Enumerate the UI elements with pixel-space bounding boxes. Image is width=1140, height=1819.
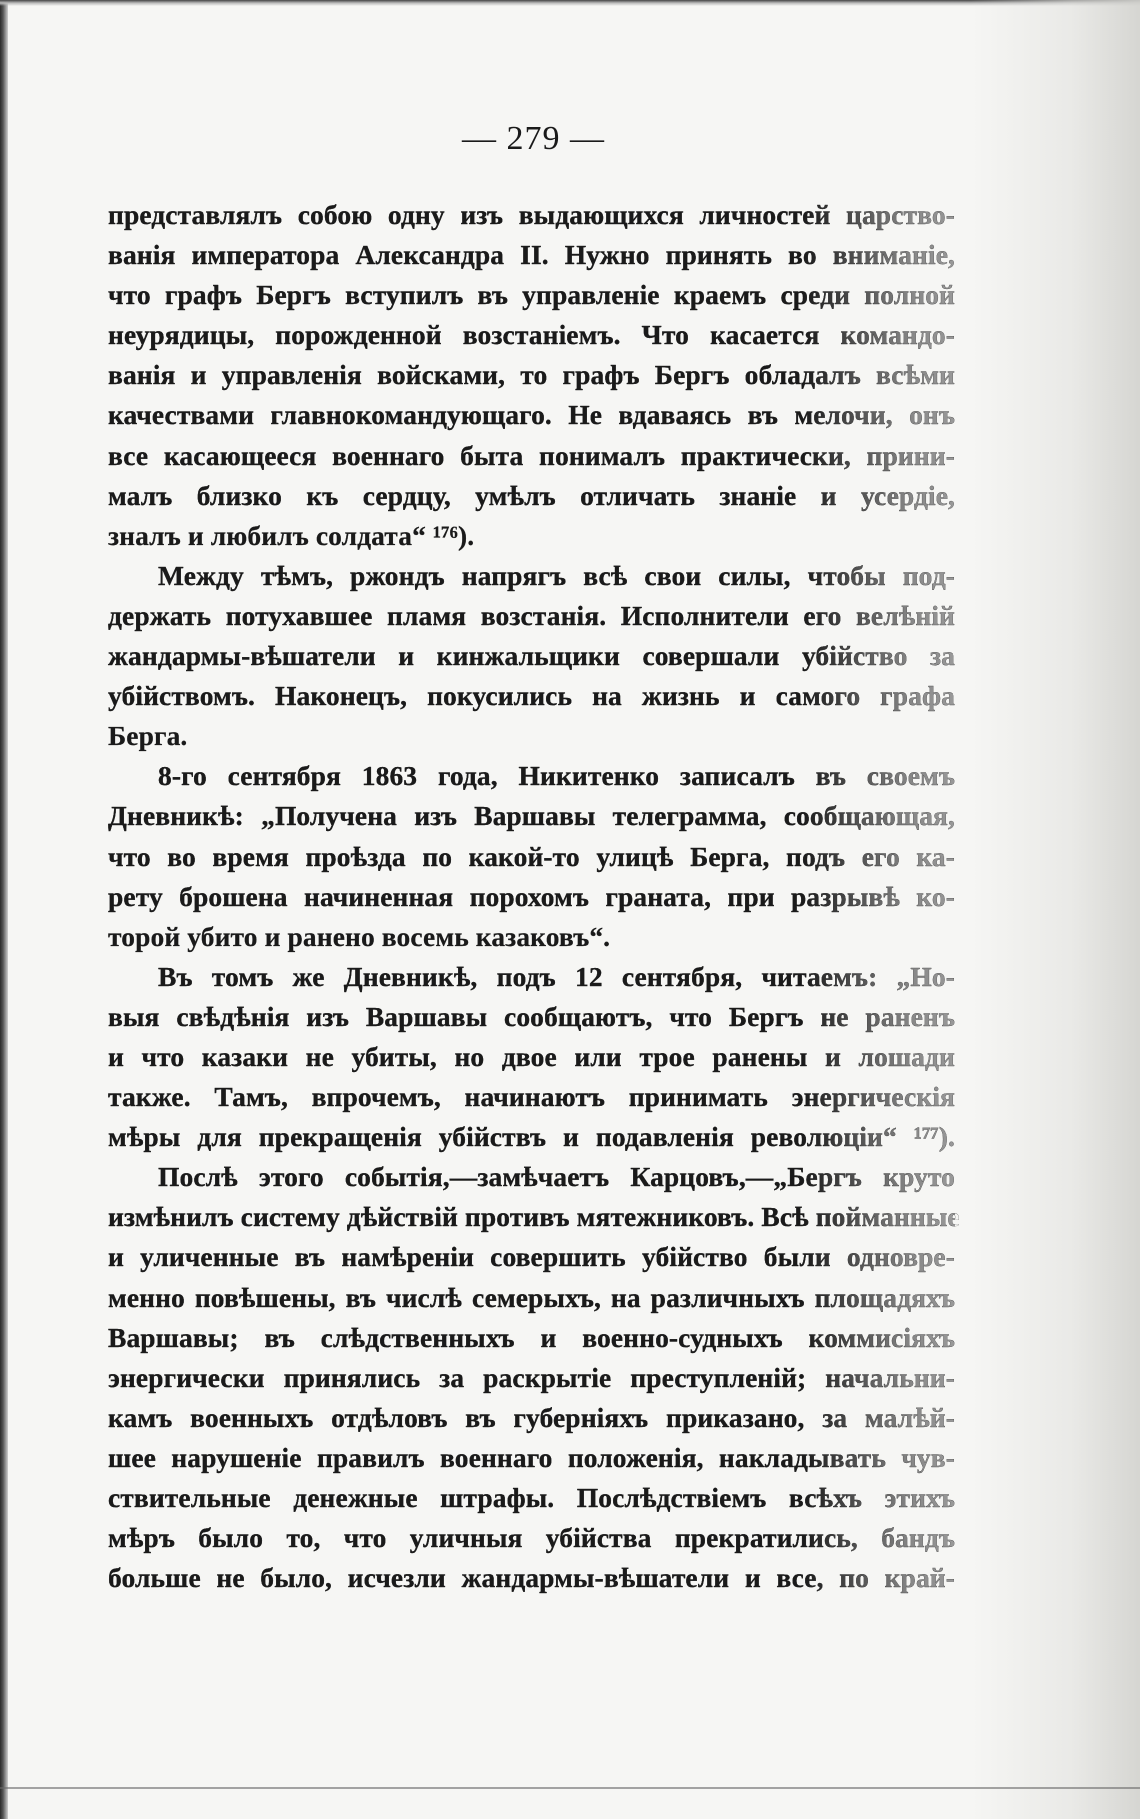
text-line: качествами главнокомандующаго. Не вдаваясь въ мелочи, онъ: [108, 395, 955, 435]
text-line: 8-го сентября 1863 года, Никитенко записалъ въ своемъ: [108, 756, 955, 796]
text-line: что графъ Бергъ вступилъ въ управленіе краемъ среди полной: [108, 275, 955, 315]
text-line: шее нарушеніе правилъ военнаго положенія, накладывать чув-: [108, 1438, 955, 1478]
text-line: мѣры для прекращенія убійствъ и подавленія революціи“ ¹⁷⁷).: [108, 1117, 955, 1157]
text-line: жандармы-вѣшатели и кинжальщики совершали убійство за: [108, 636, 955, 676]
text-line: держать потухавшее пламя возстанія. Исполнители его велѣній: [108, 596, 955, 636]
text-line: все касающееся военнаго быта понималъ практически, прини-: [108, 436, 955, 476]
text-line: ванія императора Александра II. Нужно принять во вниманіе,: [108, 235, 955, 275]
text-line: Въ томъ же Дневникѣ, подъ 12 сентября, читаемъ: „Но-: [108, 957, 955, 997]
text-line: зналъ и любилъ солдата“ ¹⁷⁶).: [108, 519, 475, 551]
text-line: камъ военныхъ отдѣловъ въ губерніяхъ приказано, за малѣй-: [108, 1398, 955, 1438]
text-line: измѣнилъ систему дѣйствій противъ мятежниковъ. Всѣ пойманные: [108, 1197, 955, 1237]
text-line: Послѣ этого событія,—замѣчаетъ Карцовъ,—„Бергъ круто: [108, 1157, 955, 1197]
text-line: и уличенные въ намѣреніи совершить убійство были одновре-: [108, 1237, 955, 1277]
scan-edge-left: [0, 0, 8, 1819]
text-line: также. Тамъ, впрочемъ, начинаютъ принимать энергическія: [108, 1077, 955, 1117]
text-line: торой убито и ранено восемь казаковъ“.: [108, 920, 611, 952]
text-line: выя свѣдѣнія изъ Варшавы сообщаютъ, что Бергъ не раненъ: [108, 997, 955, 1037]
page-number: — 279 —: [462, 120, 605, 157]
text-line: неурядицы, порожденной возстаніемъ. Что касается командо-: [108, 315, 955, 355]
text-line: убійствомъ. Наконецъ, покусились на жизнь и самого графа: [108, 676, 955, 716]
text-line: малъ близко къ сердцу, умѣлъ отличать знаніе и усердіе,: [108, 476, 955, 516]
scan-shadow-right: [970, 0, 1140, 1819]
text-line: мѣръ было то, что уличныя убійства прекратились, бандъ: [108, 1518, 955, 1558]
text-line: Между тѣмъ, ржондъ напрягъ всѣ свои силы, чтобы под-: [108, 556, 955, 596]
text-line: Берга.: [108, 720, 188, 752]
text-line: рету брошена начиненная порохомъ граната, при разрывѣ ко-: [108, 877, 955, 917]
scan-edge-top: [0, 0, 1140, 6]
text-line: и что казаки не убиты, но двое или трое ранены и лошади: [108, 1037, 955, 1077]
text-line: энергически принялись за раскрытіе преступленій; начальни-: [108, 1358, 955, 1398]
text-line: ствительные денежные штрафы. Послѣдствіемъ всѣхъ этихъ: [108, 1478, 955, 1518]
body-text: [108, 195, 960, 1598]
text-line: что во время проѣзда по какой-то улицѣ Берга, подъ его ка-: [108, 837, 955, 877]
scan-edge-bottom: [0, 1787, 1140, 1789]
text-line: больше не было, исчезли жандармы-вѣшатели и все, по край-: [108, 1558, 955, 1598]
text-line: Дневникѣ: „Получена изъ Варшавы телеграмма, сообщающая,: [108, 796, 955, 836]
text-line: менно повѣшены, въ числѣ семерыхъ, на различныхъ площадяхъ: [108, 1278, 955, 1318]
text-line: представлялъ собою одну изъ выдающихся личностей царство-: [108, 195, 955, 235]
text-line: Варшавы; въ слѣдственныхъ и военно-судныхъ коммисіяхъ: [108, 1318, 955, 1358]
text-line: ванія и управленія войсками, то графъ Бергъ обладалъ всѣми: [108, 355, 955, 395]
